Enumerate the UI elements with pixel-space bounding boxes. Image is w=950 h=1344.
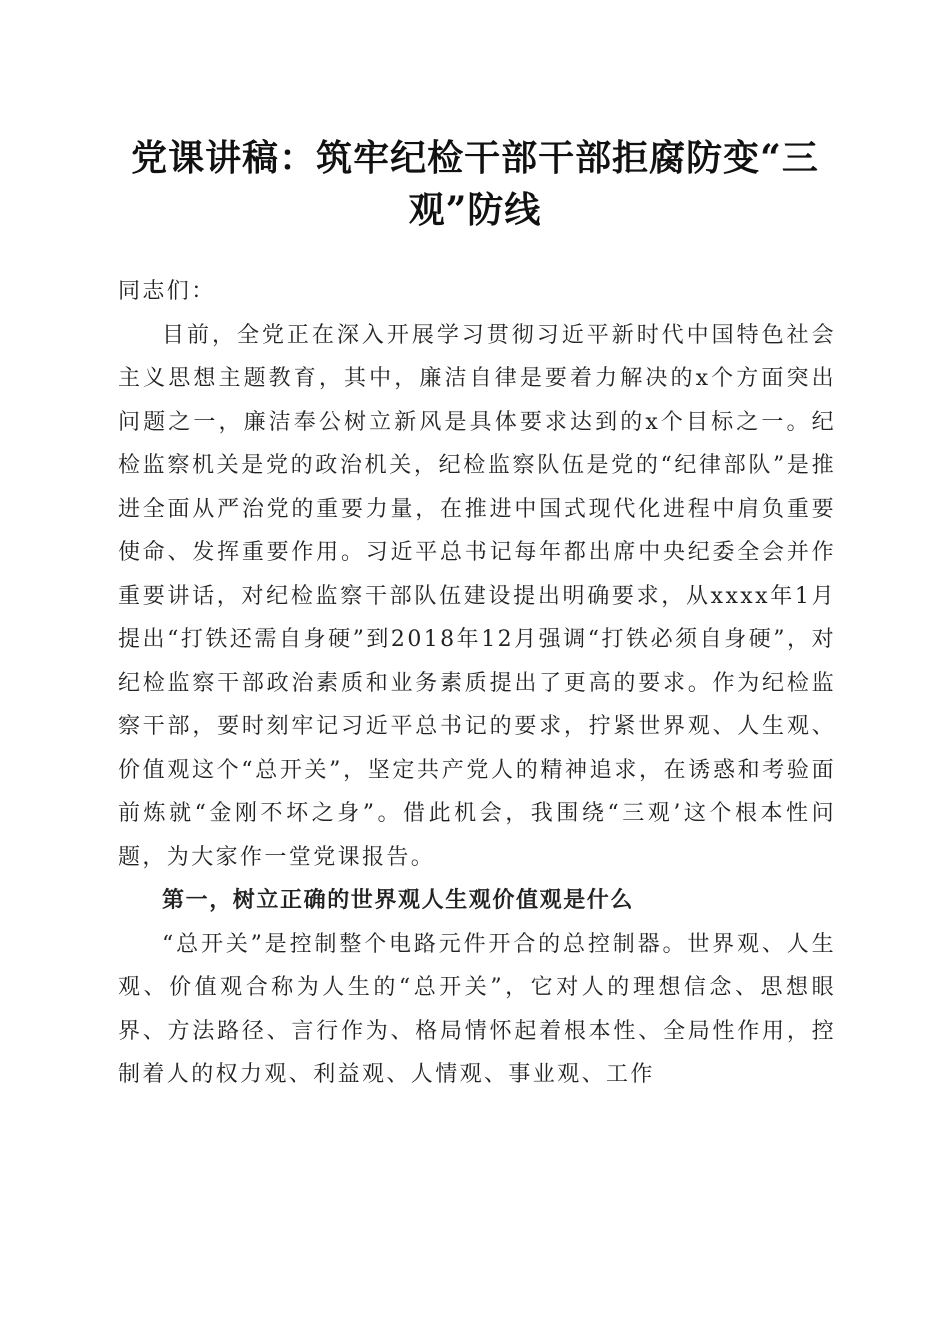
page-title: 党课讲稿：筑牢纪检干部干部拒腐防变“三观”防线: [131, 137, 819, 231]
section-heading: 第一，树立正确的世界观人生观价值观是什么: [162, 887, 635, 913]
intro-paragraph: 目前，全党正在深入开展学习贯彻习近平新时代中国特色社会主义思想主题教育，其中，廉洁自律是要着力解决的x个方面突出问题之一，廉洁奉公树立新风是具体要求达到的x个目标之一。纪检监察机关是党的政治机关，纪检监察队伍是党的“纪律部队”是推进全面从严治党的重要力量，在推进中国式现代化进程中肩负重要使命、发挥重要作用。习近平总书记每年都出席中央纪委全会并作重要讲话，对纪检监察干部队伍建设提出明确要求，从xxxx年1月提出“打铁还需自身硬”到2018年12月强调“打铁必须自身硬”，对纪检监察干部政治素质和业务素质提出了更高的要求。作为纪检监察干部，要时刻牢记习近平总书记的要求，拧紧世界观、人生观、价值观这个“总开关”，坚定共产党人的精神追求，在诱惑和考验面前炼就“金刚不坏之身”。借此机会，我围绕“三观’这个根本性问题，为大家作一堂党课报告。: [118, 322, 836, 870]
section-paragraph: “总开关”是控制整个电路元件开合的总控制器。世界观、人生观、价值观合称为人生的“总开关”，它对人的理想信念、思想眼界、方法路径、言行作为、格局情怀起着根本性、全局性作用，控制着人的权力观、利益观、人情观、事业观、工作: [118, 931, 836, 1087]
salutation: 同志们：: [118, 279, 216, 304]
document-body: [118, 270, 836, 1097]
